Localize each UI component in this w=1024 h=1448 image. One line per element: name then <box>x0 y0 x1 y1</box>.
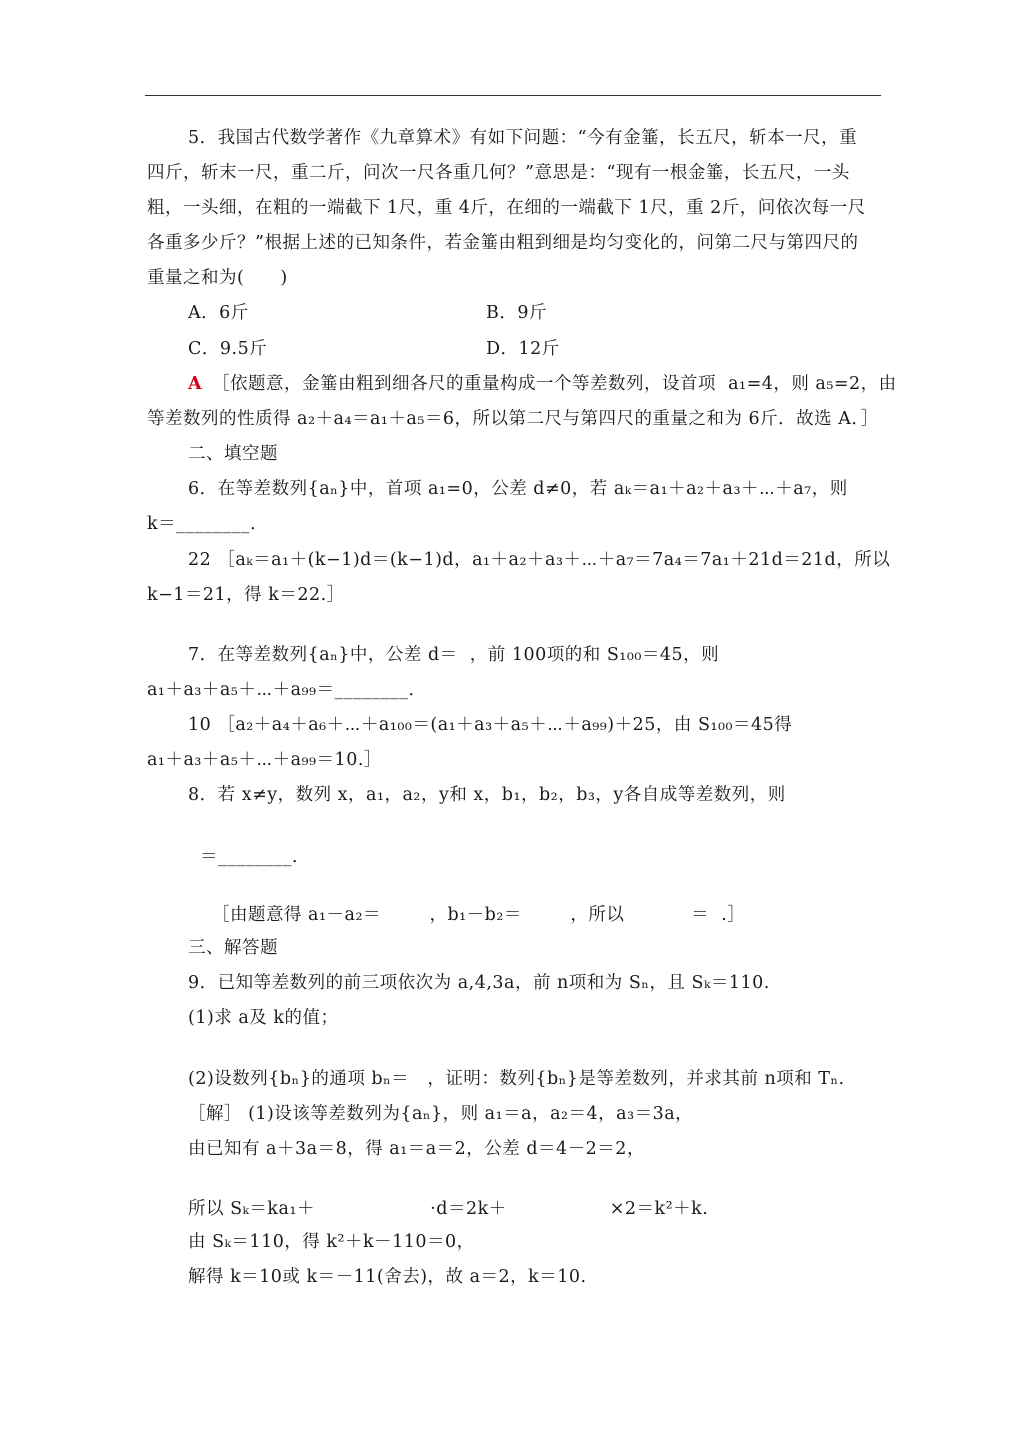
q7-line-1: 7．在等差数列{aₙ}中，公差 d＝ ，前 100项的和 S₁₀₀＝45，则 <box>188 645 720 665</box>
q5-option-c: C．9.5斤 <box>188 339 268 359</box>
q6-line-2: k＝________． <box>147 514 269 534</box>
q9-solution-line-3: 所以 Sₖ＝ka₁＋ ·d＝2k＋ ×2＝k²＋k. <box>188 1199 709 1219</box>
q6-solution-line-1: 22 ［aₖ＝a₁＋(k−1)d＝(k−1)d，a₁＋a₂＋a₃＋⋯＋a₇＝7a₄＝7a₁＋21d＝21d，所以 <box>188 550 891 570</box>
q9-solution-line-4: 由 Sₖ＝110，得 k²＋k－110＝0， <box>188 1232 475 1252</box>
q9-part-2: (2)设数列{bₙ}的通项 bₙ＝ ，证明：数列{bₙ}是等差数列，并求其前 n项和 Tₙ. <box>188 1069 845 1089</box>
section-fill-in: 二、填空题 <box>188 444 278 464</box>
q9-solution-line-1: ［解］ (1)设该等差数列为{aₙ}，则 a₁＝a，a₂＝4，a₃＝3a， <box>188 1104 694 1124</box>
q5-line-5: 重量之和为( ) <box>147 268 288 288</box>
q5-line-2: 四斤，斩末一尺，重二斤，问次一尺各重几何？”意思是：“现有一根金箠，长五尺，一头 <box>147 163 850 183</box>
q7-solution-line-1: 10 ［a₂＋a₄＋a₆＋⋯＋a₁₀₀＝(a₁＋a₃＋a₅＋⋯＋a₉₉)＋25，由 S₁₀₀＝45得 <box>188 715 793 735</box>
q5-option-d: D．12斤 <box>486 339 560 359</box>
q9-solution-line-5: 解得 k＝10或 k＝－11(舍去)，故 a＝2，k＝10. <box>188 1267 587 1287</box>
q6-solution-line-2: k−1＝21，得 k＝22.］ <box>147 585 345 605</box>
header-rule <box>145 95 881 96</box>
q5-solution-line-2: 等差数列的性质得 a₂＋a₄＝a₁＋a₅＝6，所以第二尺与第四尺的重量之和为 6斤．故选 A．］ <box>147 409 879 429</box>
q8-line-1: 8．若 x≠y，数列 x，a₁，a₂，y和 x，b₁，b₂，b₃，y各自成等差数列，则 <box>188 785 786 805</box>
q8-line-2: ＝________． <box>200 847 310 867</box>
q9-solution-line-2: 由已知有 a＋3a＝8，得 a₁＝a＝2，公差 d＝4－2＝2， <box>188 1139 645 1159</box>
q5-solution-line-1: ［依题意，金箠由粗到细各尺的重量构成一个等差数列，设首项 a₁=4，则 a₅=2，由 <box>212 374 897 394</box>
q5-line-4: 各重多少斤？”根据上述的已知条件，若金箠由粗到细是均匀变化的，问第二尺与第四尺的 <box>147 233 859 253</box>
q5-option-b: B．9斤 <box>486 303 547 323</box>
q7-solution-line-2: a₁＋a₃＋a₅＋⋯＋a₉₉＝10.］ <box>147 750 382 770</box>
q8-solution: ［由题意得 a₁－a₂＝ ，b₁－b₂＝ ，所以 ＝ .］ <box>212 905 746 925</box>
q5-line-3: 粗，一头细，在粗的一端截下 1尺，重 4斤，在细的一端截下 1尺，重 2斤，问依次每一尺 <box>147 198 866 218</box>
q5-line-1: 5．我国古代数学著作《九章算术》有如下问题：“今有金箠，长五尺，斩本一尺，重 <box>188 128 858 148</box>
section-solve: 三、解答题 <box>188 938 278 958</box>
q7-line-2: a₁＋a₃＋a₅＋⋯＋a₉₉＝________． <box>147 680 427 700</box>
q9-line-1: 9．已知等差数列的前三项依次为 a,4,3a，前 n项和为 Sₙ，且 Sₖ＝110. <box>188 973 770 993</box>
q5-option-a: A．6斤 <box>188 303 249 323</box>
q9-part-1: (1)求 a及 k的值； <box>188 1008 339 1028</box>
q5-answer-letter: A <box>188 374 203 394</box>
q6-line-1: 6．在等差数列{aₙ}中，首项 a₁=0，公差 d≠0，若 aₖ＝a₁＋a₂＋a₃＋⋯＋a₇，则 <box>188 479 848 499</box>
